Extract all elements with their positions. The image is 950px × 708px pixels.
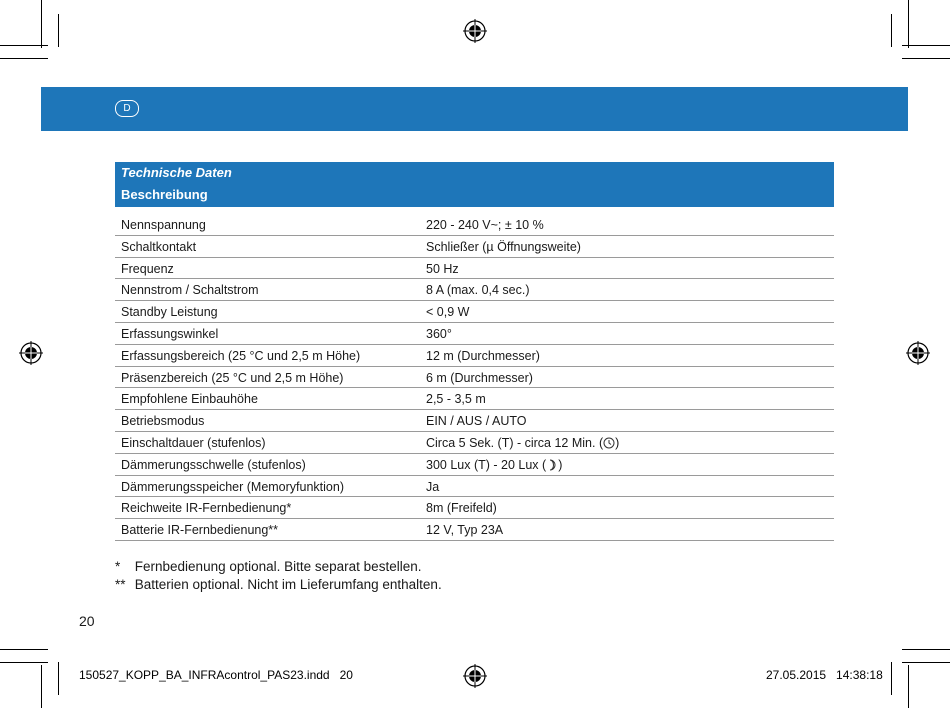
table-body <box>115 214 834 541</box>
row-label: Nennstrom / Schaltstrom <box>121 283 259 298</box>
crop-mark <box>902 45 950 46</box>
row-label: Erfassungswinkel <box>121 326 219 341</box>
registration-mark-icon <box>463 19 487 43</box>
row-value <box>426 305 469 319</box>
row-value-text: 12 V, Typ 23A <box>426 523 504 538</box>
table-row <box>115 410 834 432</box>
crop-mark <box>891 14 892 47</box>
row-value-text: Schließer (µ Öffnungsweite) <box>426 239 581 254</box>
moon-icon <box>546 458 558 472</box>
technical-data-table <box>115 162 834 541</box>
row-value <box>426 327 452 341</box>
crop-mark <box>908 665 909 708</box>
table-row <box>115 258 834 280</box>
row-value-text: Circa 5 Sek. (T) - circa 12 Min. ( <box>426 435 604 450</box>
row-label: Empfohlene Einbauhöhe <box>121 392 258 407</box>
crop-mark <box>902 58 950 59</box>
crop-mark <box>902 662 950 663</box>
row-value-suffix: ) <box>558 457 563 472</box>
row-label: Dämmerungsspeicher (Memoryfunktion) <box>121 479 344 494</box>
row-value <box>426 392 486 406</box>
row-value-suffix: ) <box>615 435 620 450</box>
table-row <box>115 301 834 323</box>
crop-mark <box>902 649 950 650</box>
row-value <box>426 414 527 428</box>
crop-mark <box>0 662 48 663</box>
row-value-text: 300 Lux (T) - 20 Lux ( <box>426 457 547 472</box>
footnote-text: Fernbedienung optional. Bitte separat bestellen. <box>134 559 422 574</box>
crop-mark <box>0 58 48 59</box>
row-value-text: 220 - 240 V~; ± 10 % <box>426 218 544 232</box>
crop-mark <box>908 0 909 48</box>
row-value-text: EIN / AUS / AUTO <box>426 414 527 429</box>
row-value-text: 2,5 - 3,5 m <box>426 392 486 407</box>
row-value <box>426 501 497 515</box>
footnote <box>115 577 442 592</box>
page-number: 20 <box>79 613 95 629</box>
row-value <box>426 523 503 537</box>
row-value-text: 12 m (Durchmesser) <box>426 348 540 363</box>
footnote-text: Batterien optional. Nicht im Lieferumfang enthalten. <box>134 577 442 592</box>
table-row <box>115 214 834 236</box>
row-value <box>426 480 439 494</box>
row-value <box>426 218 544 232</box>
table-row <box>115 454 834 476</box>
table-row <box>115 432 834 454</box>
crop-mark <box>891 662 892 695</box>
table-row <box>115 236 834 258</box>
row-label: Standby Leistung <box>121 305 218 320</box>
clock-icon <box>603 436 615 450</box>
row-label: Batterie IR-Fernbedienung** <box>121 523 279 538</box>
table-subtitle: Beschreibung <box>121 187 208 202</box>
footnote <box>115 559 421 574</box>
row-value <box>426 283 530 297</box>
row-value-text: Ja <box>426 479 440 494</box>
row-value <box>426 458 562 472</box>
row-label: Präsenzbereich (25 °C und 2,5 m Höhe) <box>121 370 344 385</box>
row-value-text: 8m (Freifeld) <box>426 501 497 516</box>
row-label: Einschaltdauer (stufenlos) <box>121 435 266 450</box>
footnote-marker: ** <box>115 577 126 592</box>
registration-mark-icon <box>463 664 487 688</box>
registration-mark-icon <box>906 341 930 365</box>
row-value-text: 8 A (max. 0,4 sec.) <box>426 283 530 298</box>
footnote-marker: * <box>115 559 121 574</box>
language-badge: D <box>115 100 139 117</box>
crop-mark <box>0 649 48 650</box>
row-label: Betriebsmodus <box>121 414 205 429</box>
table-row <box>115 279 834 301</box>
row-label: Dämmerungsschwelle (stufenlos) <box>121 457 306 472</box>
row-value <box>426 349 540 363</box>
row-label: Frequenz <box>121 261 174 276</box>
table-row <box>115 519 834 541</box>
row-value-text: 50 Hz <box>426 261 459 276</box>
table-row <box>115 388 834 410</box>
crop-mark <box>41 665 42 708</box>
crop-mark <box>58 14 59 47</box>
row-label: Nennspannung <box>121 218 206 232</box>
row-value-text: 6 m (Durchmesser) <box>426 370 533 385</box>
table-row <box>115 323 834 345</box>
crop-mark <box>41 0 42 48</box>
row-value-text: < 0,9 W <box>426 305 470 320</box>
table-row <box>115 367 834 389</box>
slug-timestamp: 27.05.2015 14:38:18 <box>766 668 883 682</box>
row-label: Schaltkontakt <box>121 239 197 254</box>
table-row <box>115 476 834 498</box>
table-header <box>115 162 834 207</box>
row-value <box>426 240 581 254</box>
table-row <box>115 497 834 519</box>
crop-mark <box>58 662 59 695</box>
table-row <box>115 345 834 367</box>
header-band <box>41 87 908 131</box>
registration-mark-icon <box>19 341 43 365</box>
row-label: Erfassungsbereich (25 °C und 2,5 m Höhe) <box>121 348 361 363</box>
row-value <box>426 436 619 450</box>
slug-filename: 150527_KOPP_BA_INFRAcontrol_PAS23.indd 20 <box>79 668 353 682</box>
table-title: Technische Daten <box>121 165 232 180</box>
row-value-text: 360° <box>426 326 452 341</box>
row-label: Reichweite IR-Fernbedienung* <box>121 501 292 516</box>
row-value <box>426 262 459 276</box>
row-value <box>426 371 533 385</box>
